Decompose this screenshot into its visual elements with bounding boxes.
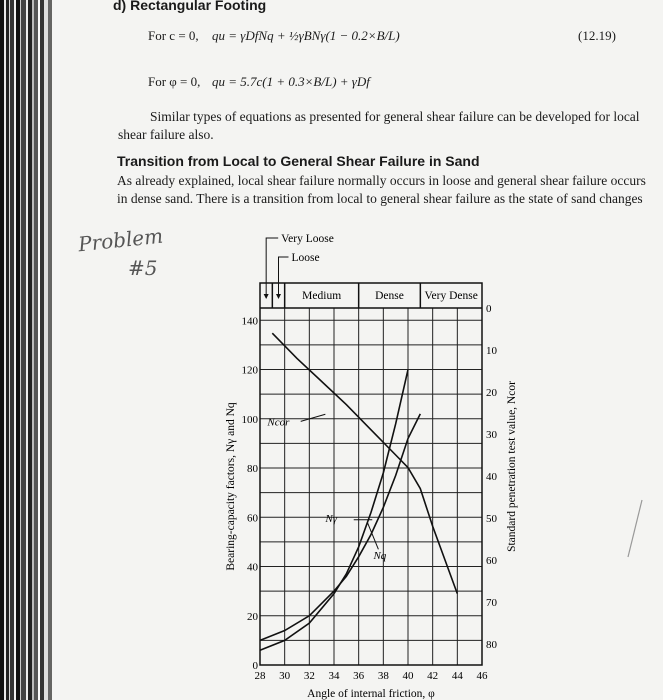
x-tick-label: 32 xyxy=(303,670,315,682)
handwritten-note-line-2: #5 xyxy=(128,256,158,280)
x-tick-label: 42 xyxy=(427,670,439,682)
pencil-mark xyxy=(620,495,650,565)
paragraph-2-line-2: in dense sand. There is a transition from local to general shear failure as the state of sand changes xyxy=(117,191,643,206)
zone-label-very-dense: Very Dense xyxy=(424,290,478,302)
equation-1-label: For c = 0, xyxy=(148,28,199,43)
y-tick-label: 100 xyxy=(241,413,258,426)
y-tick-label: 0 xyxy=(252,660,258,672)
x-tick-label: 36 xyxy=(353,670,365,682)
x-tick-label: 44 xyxy=(451,670,463,682)
x-tick-label: 38 xyxy=(377,670,389,682)
y-tick-label: 60 xyxy=(247,512,258,525)
y-tick-label: 20 xyxy=(247,610,258,623)
y2-tick-label: 10 xyxy=(486,345,497,357)
plot-frame xyxy=(260,283,482,665)
handwritten-note-line-1: Problem xyxy=(76,223,165,257)
y-tick-label: 120 xyxy=(241,364,258,377)
annotation-ngamma: Nγ xyxy=(325,513,338,526)
series-line-Nq xyxy=(260,414,420,641)
y-tick-label: 40 xyxy=(247,561,258,574)
equation-2: qu = 5.7c(1 + 0.3×B/L) + γDf xyxy=(212,74,370,89)
equation-2-label: For φ = 0, xyxy=(148,74,201,89)
x-tick-label: 40 xyxy=(402,670,414,682)
arrow-loose xyxy=(276,294,281,299)
zone-label-loose: Loose xyxy=(291,252,320,264)
y-axis-label: Bearing-capacity factors, Nγ and Nq xyxy=(225,402,237,571)
x-axis-label: Angle of internal friction, φ xyxy=(307,688,435,700)
y2-tick-label: 70 xyxy=(486,597,497,609)
section-heading: d) Rectangular Footing xyxy=(113,0,267,13)
equation-1: qu = γDfNq + ½γBNγ(1 − 0.2×B/L) xyxy=(212,28,400,43)
y2-tick-label: 0 xyxy=(486,303,492,315)
paragraph-1-line-1: Similar types of equations as presented for general shear failure can be developed for local xyxy=(150,109,640,124)
zone-label-medium: Medium xyxy=(302,290,342,302)
y2-tick-label: 30 xyxy=(486,429,497,441)
paragraph-2-line-1: As already explained, local shear failure normally occurs in loose and general shear failure occurs xyxy=(117,173,646,188)
y-tick-label: 140 xyxy=(241,315,258,328)
y2-tick-label: 20 xyxy=(486,387,497,399)
equation-number: (12.19) xyxy=(578,28,616,43)
x-tick-label: 28 xyxy=(254,670,266,682)
bearing-capacity-chart xyxy=(210,228,540,700)
y2-tick-label: 80 xyxy=(486,639,497,651)
series-line-Ncor xyxy=(272,333,457,593)
subsection-heading: Transition from Local to General Shear Failure in Sand xyxy=(117,153,480,169)
y2-tick-label: 40 xyxy=(486,471,497,483)
book-spine-shadow xyxy=(0,0,60,700)
y2-tick-label: 50 xyxy=(486,513,497,525)
zone-label-dense: Dense xyxy=(375,290,404,302)
annotation-ncor-leader xyxy=(301,414,326,421)
x-tick-label: 46 xyxy=(476,670,488,682)
annotation-ncor: Ncor xyxy=(267,416,290,429)
y2-axis-label: Standard penetration test value, Ncor xyxy=(506,381,518,552)
y-tick-label: 80 xyxy=(247,463,258,476)
zone-label-very-loose: Very Loose xyxy=(281,233,334,245)
x-tick-label: 34 xyxy=(328,670,340,682)
annotation-nq-leader xyxy=(367,522,378,549)
paragraph-1-line-2: shear failure also. xyxy=(118,127,214,142)
annotation-nq: Nq xyxy=(373,550,387,563)
arrow-very-loose xyxy=(264,294,269,299)
leader-loose xyxy=(279,257,289,298)
x-tick-label: 30 xyxy=(279,670,291,682)
y2-tick-label: 60 xyxy=(486,555,497,567)
